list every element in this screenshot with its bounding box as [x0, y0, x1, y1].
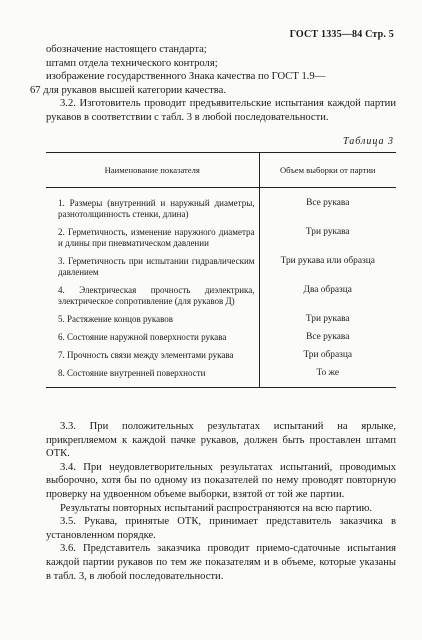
paragraph-3-3: 3.3. При положительных результатах испытаний на ярлыке, прикрепляемом к каждой пачке рукавов, должен быть проставлен штамп ОТК.	[46, 421, 396, 460]
parameter-cell: 1. Размеры (внутренний и наружный диаметры, разнотолщинность стенки, длина)	[46, 188, 259, 224]
table-row	[46, 310, 396, 328]
paragraph-3-6: 3.6. Представитель заказчика проводит приемо-сдаточные испытания каждой партии рукавов по тем же показателям и в объеме, которые указаны в табл. 3, в любой последовательности.	[46, 543, 396, 582]
table-header-row	[46, 153, 396, 188]
column-header-sample: Объем выборки от партии	[259, 153, 396, 188]
parameter-cell: 4. Электрическая прочность диэлектрика, электрическое сопротивление (для рукавов Д)	[46, 281, 259, 310]
page-header: ГОСТ 1335—84 Стр. 5	[289, 29, 394, 40]
sample-cell: Три рукава	[305, 314, 350, 324]
table-row	[46, 188, 396, 224]
column-header-parameter: Наименование показателя	[46, 153, 259, 188]
list-line: штамп отдела технического контроля;	[46, 57, 218, 69]
bottom-text-block	[46, 420, 396, 583]
table-row	[46, 328, 396, 346]
sample-cell: То же	[259, 364, 396, 388]
sample-cell: Три рукава или образца	[280, 256, 375, 266]
sample-cell: Все рукава	[306, 332, 350, 342]
table-caption: Таблица 3	[343, 136, 394, 147]
list-line: 67 для рукавов высшей категории качества.	[30, 84, 226, 96]
parameter-cell: 6. Состояние наружной поверхности рукава	[46, 328, 259, 346]
sample-cell: Два образца	[303, 285, 352, 295]
sample-cell: Три образца	[303, 350, 353, 360]
parameter-cell: 8. Состояние внутренней поверхности	[46, 364, 259, 388]
parameter-cell: 5. Растяжение концов рукавов	[46, 310, 259, 328]
list-line: изображение государственного Знака качества по ГОСТ 1.9—	[46, 71, 326, 83]
paragraph-repeat-tests: Результаты повторных испытаний распространяются на всю партию.	[60, 502, 373, 514]
table-row	[46, 346, 396, 364]
parameter-cell: 7. Прочность связи между элементами рукава	[46, 346, 259, 364]
paragraph-3-5: 3.5. Рукава, принятые ОТК, принимает представитель заказчика в установленном порядке.	[46, 516, 396, 541]
sample-cell: Три рукава	[305, 227, 350, 237]
table-row	[46, 281, 396, 310]
table-row	[46, 364, 396, 388]
table-row	[46, 223, 396, 252]
requirements-table	[46, 152, 396, 388]
paragraph-3-4: 3.4. При неудовлетворительных результатах испытаний, проводимых выборочно, хотя бы по одному из показателей по нему проводят повторную проверку на удвоенном объеме выборки, взятой от той же партии.	[46, 461, 396, 500]
table-row	[46, 252, 396, 281]
parameter-cell: 2. Герметичность, изменение наружного диаметра и длины при пневматическом давлении	[46, 223, 259, 252]
parameter-cell: 3. Герметичность при испытании гидравлическим давлением	[46, 252, 259, 281]
sample-cell: Все рукава	[306, 198, 350, 208]
top-text-block	[30, 43, 396, 125]
list-line: обозначение настоящего стандарта;	[46, 44, 207, 55]
paragraph-3-2: 3.2. Изготовитель проводит предъявительские испытания каждой партии рукавов в соответствии с табл. 3 в любой последовательности.	[46, 98, 396, 123]
